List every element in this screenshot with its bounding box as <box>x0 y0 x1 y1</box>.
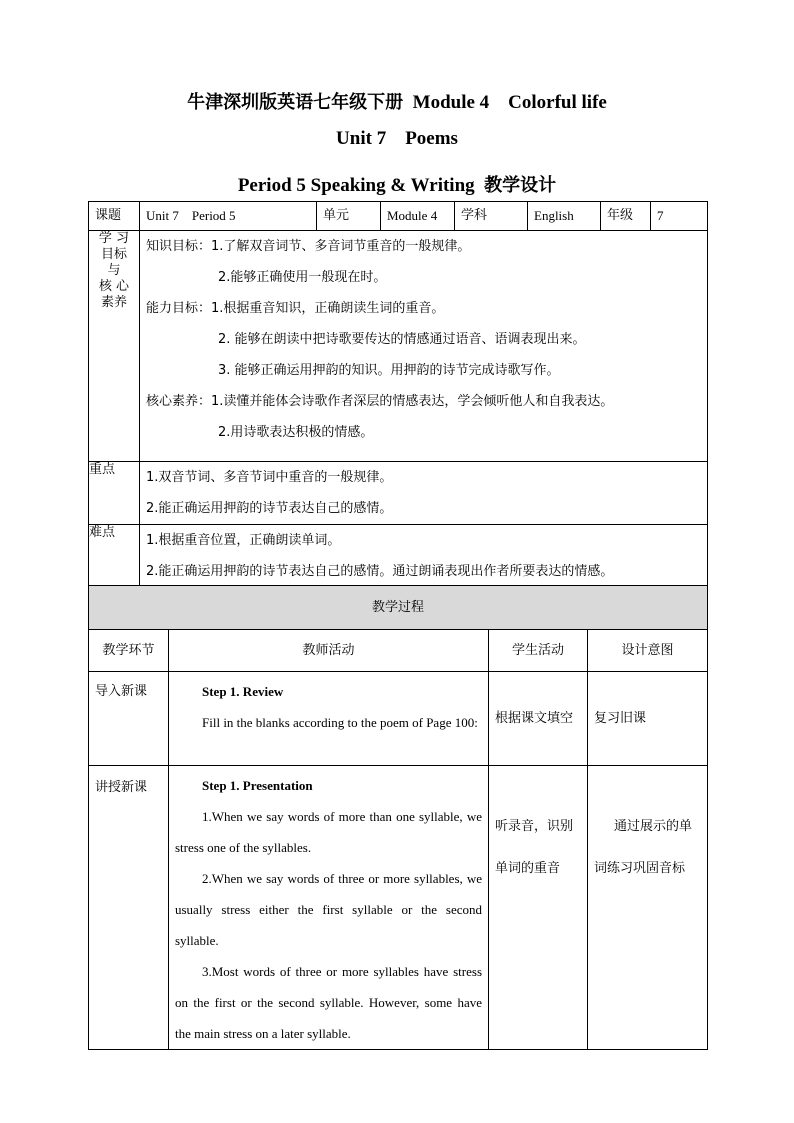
row2-student: 听录音，识别单词的重音 <box>489 766 588 1050</box>
goal-core-2: 2.用诗歌表达积极的情感。 <box>218 425 374 440</box>
goal-ability-1: 能力目标：1.根据重音知识，正确朗读生词的重音。 <box>146 301 445 316</box>
title-design: 教学设计 <box>484 175 557 196</box>
goals-content <box>140 231 708 462</box>
row2-item-3: 3.Most words of three or more syllables have stress on the first or the second syllable. However, some have the main stress on a later syllable. <box>175 964 482 1041</box>
table-row <box>89 766 708 1050</box>
difficulties-label: 难点 <box>89 525 140 588</box>
header-stage: 教学环节 <box>89 630 169 672</box>
row2-teacher <box>169 766 489 1050</box>
row2-step: Step 1. Presentation <box>202 778 313 793</box>
difficulty-2: 2.能正确运用押韵的诗节表达自己的感情。通过朗诵表现出作者所要表达的情感。 <box>146 564 614 579</box>
row2-intent: 通过展示的单词练习巩固音标 <box>588 766 708 1050</box>
goals-label: 学 习 目标 与 核 心 素养 <box>89 231 140 462</box>
unit-value: Module 4 <box>381 202 455 231</box>
doc-title-line3 <box>0 171 794 197</box>
header-student: 学生活动 <box>489 630 588 672</box>
goal-core-1: 核心素养：1.读懂并能体会诗歌作者深层的情感表达，学会倾听他人和自我表达。 <box>146 394 614 409</box>
goal-knowledge-1: 知识目标：1.了解双音词节、多音词节重音的一般规律。 <box>146 239 471 254</box>
key-point-1: 1.双音节词、多音节词中重音的一般规律。 <box>146 470 393 485</box>
header-teacher: 教师活动 <box>169 630 489 672</box>
goal-ability-3: 3. 能够正确运用押韵的知识。用押韵的诗节完成诗歌写作。 <box>218 363 560 378</box>
lesson-info-table <box>88 201 708 588</box>
row1-intent: 复习旧课 <box>588 672 708 766</box>
teaching-process-table <box>88 585 708 1050</box>
key-points-label: 重点 <box>89 462 140 525</box>
difficulties-content <box>140 525 708 588</box>
row1-teacher <box>169 672 489 766</box>
row1-step: Step 1. Review <box>202 684 284 699</box>
row2-stage: 讲授新课 <box>89 766 169 1050</box>
row1-stage: 导入新课 <box>89 672 169 766</box>
title-module: Module 4 Colorful life <box>412 92 607 113</box>
title-cn: 牛津深圳版英语七年级下册 <box>187 92 404 113</box>
grade-label: 年级 <box>601 202 651 231</box>
unit-label: 单元 <box>317 202 381 231</box>
table-row <box>89 672 708 766</box>
row2-item-1: 1.When we say words of more than one syllable, we stress one of the syllables. <box>175 809 482 855</box>
subject-label: 学科 <box>455 202 528 231</box>
goal-knowledge-2: 2.能够正确使用一般现在时。 <box>218 270 387 285</box>
process-title: 教学过程 <box>89 586 708 630</box>
row1-student: 根据课文填空 <box>489 672 588 766</box>
grade-value: 7 <box>651 202 708 231</box>
difficulty-1: 1.根据重音位置，正确朗读单词。 <box>146 533 341 548</box>
goal-ability-2: 2. 能够在朗读中把诗歌要传达的情感通过语音、语调表现出来。 <box>218 332 586 347</box>
header-intent: 设计意图 <box>588 630 708 672</box>
topic-value: Unit 7 Period 5 <box>140 202 317 231</box>
key-points-content <box>140 462 708 525</box>
title-period: Period 5 Speaking & Writing <box>237 175 475 196</box>
doc-title-line1 <box>0 88 794 114</box>
subject-value: English <box>528 202 601 231</box>
doc-title-line2 <box>0 128 794 150</box>
row2-item-2: 2.When we say words of three or more syllables, we usually stress either the first syllable or the second syllable. <box>175 871 482 948</box>
key-point-2: 2.能正确运用押韵的诗节表达自己的感情。 <box>146 501 393 516</box>
topic-label: 课题 <box>89 202 140 231</box>
title-unit: Unit 7 Poems <box>336 128 458 149</box>
row1-teacher-text: Fill in the blanks according to the poem of Page 100: <box>202 715 478 730</box>
